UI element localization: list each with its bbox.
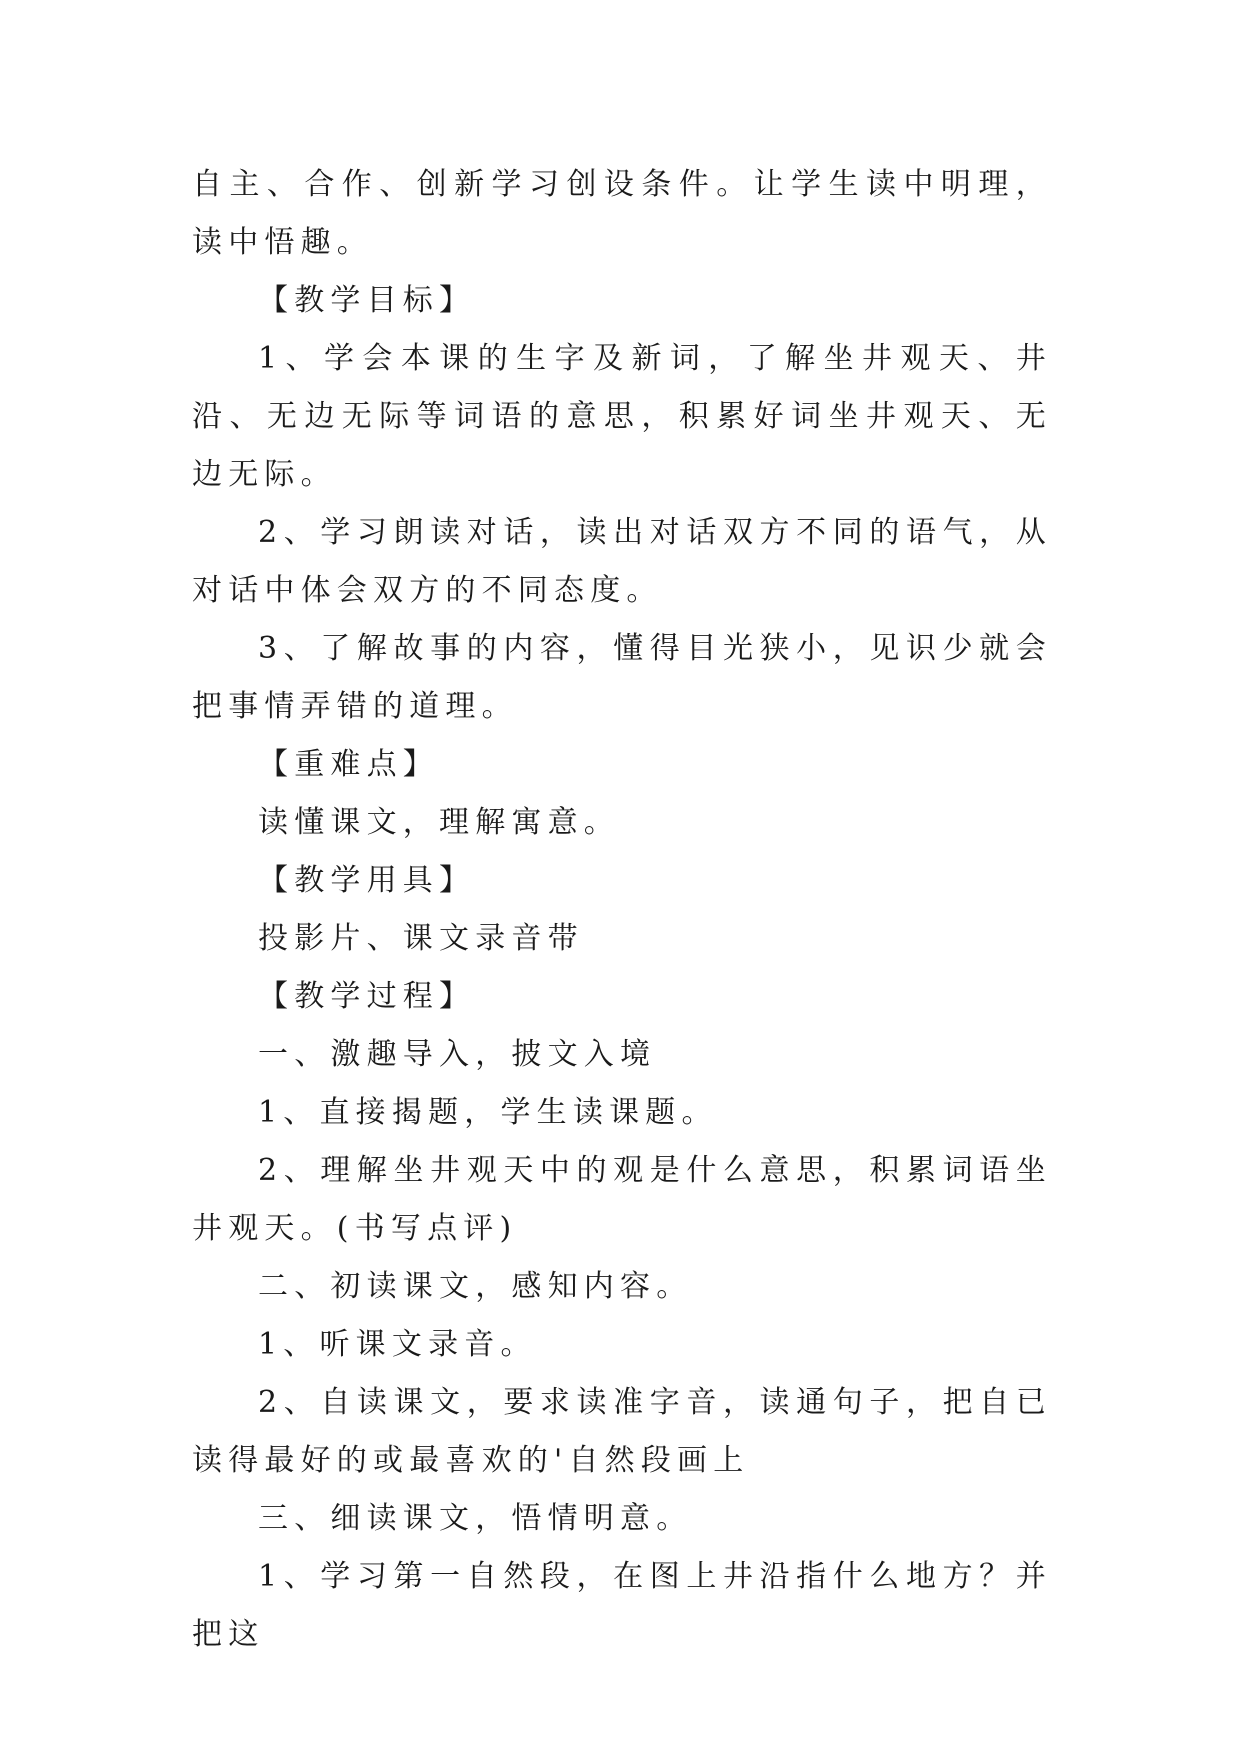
section-heading-objectives: 【教学目标】 [258, 283, 476, 318]
paragraph-step-1-2: 2、理解坐井观天中的观是什么意思，积累词语坐井观天。(书写点评) [192, 1153, 1052, 1246]
paragraph-step-2: 二、初读课文，感知内容。 [258, 1269, 693, 1304]
paragraph-step-3-1: 1、学习第一自然段，在图上井沿指什么地方？并把这 [192, 1559, 1052, 1652]
paragraph-step-1: 一、激趣导入，披文入境 [258, 1037, 657, 1072]
section-heading-process: 【教学过程】 [258, 979, 476, 1014]
paragraph-1: 自主、合作、创新学习创设条件。让学生读中明理，读中悟趣。 [192, 167, 1052, 260]
paragraph-key-points: 读懂课文，理解寓意。 [258, 805, 620, 840]
paragraph-objective-1: 1、学会本课的生字及新词，了解坐井观天、井沿、无边无际等词语的意思，积累好词坐井观天、无边无际。 [192, 341, 1052, 492]
paragraph-step-1-1: 1、直接揭题，学生读课题。 [258, 1095, 718, 1130]
section-heading-key-points: 【重难点】 [258, 747, 439, 782]
paragraph-step-2-1: 1、听课文录音。 [258, 1327, 537, 1362]
paragraph-objective-3: 3、了解故事的内容，懂得目光狭小，见识少就会把事情弄错的道理。 [192, 631, 1052, 724]
section-heading-tools: 【教学用具】 [258, 863, 476, 898]
paragraph-step-2-2: 2、自读课文，要求读准字音，读通句子，把自已读得最好的或最喜欢的'自然段画上 [192, 1385, 1052, 1478]
document-page [192, 156, 1052, 1664]
paragraph-tools: 投影片、课文录音带 [258, 921, 584, 956]
paragraph-step-3: 三、细读课文，悟情明意。 [258, 1501, 693, 1536]
paragraph-objective-2: 2、学习朗读对话，读出对话双方不同的语气，从对话中体会双方的不同态度。 [192, 515, 1052, 608]
